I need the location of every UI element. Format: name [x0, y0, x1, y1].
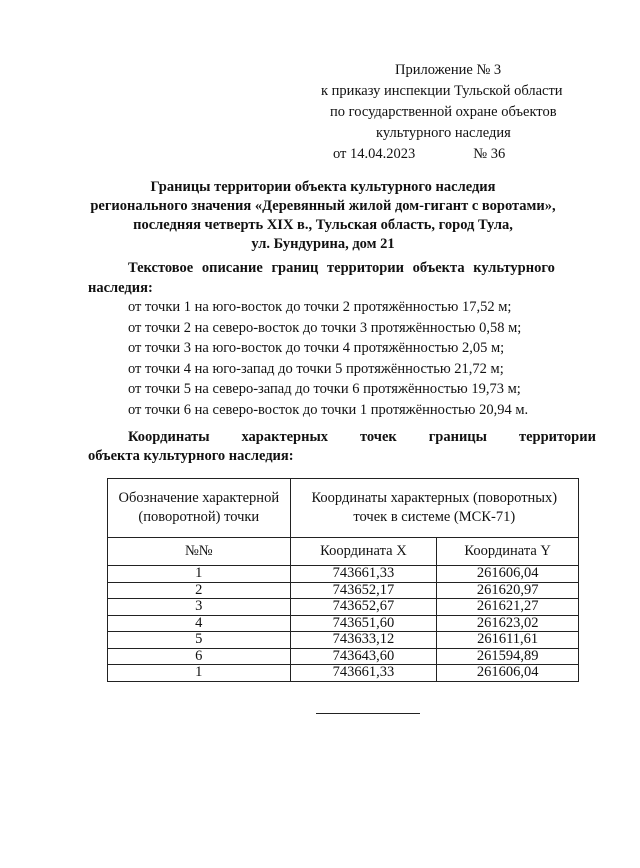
boundary-description-list [128, 297, 588, 420]
table-row [108, 648, 579, 665]
description-heading-line: наследия: [88, 280, 153, 296]
table-row [108, 632, 579, 649]
annex-heritage-line: культурного наследия [376, 125, 511, 141]
description-heading-line: Текстовое описание границ территории объекта культурного [128, 260, 555, 276]
annex-date-number [300, 144, 590, 165]
coordinate-y: 261623,02 [437, 615, 579, 632]
table-header-row [108, 479, 579, 538]
coordinate-y-header: Координата Y [437, 538, 579, 566]
table-row [108, 599, 579, 616]
annex-order-line: к приказу инспекции Тульской области [321, 83, 563, 99]
boundary-segment: от точки 5 на северо-запад до точки 6 протяжённостью 19,73 м; [128, 381, 521, 397]
table-subheader-row [108, 538, 579, 566]
point-number: 1 [108, 566, 291, 583]
coordinate-y: 261611,61 [437, 632, 579, 649]
coordinate-y: 261621,27 [437, 599, 579, 616]
heading-word: точек [359, 429, 397, 445]
table-row [108, 582, 579, 599]
coordinate-x: 743643,60 [290, 648, 437, 665]
coordinates-heading-line [88, 428, 596, 447]
coordinate-y: 261606,04 [437, 665, 579, 682]
table-row [108, 665, 579, 682]
boundary-segment: от точки 6 на северо-восток до точки 1 протяжённостью 20,94 м. [128, 401, 529, 418]
heading-word: территории [518, 429, 596, 445]
coordinate-x: 743661,33 [290, 665, 437, 682]
table-row [108, 566, 579, 583]
boundary-segment: от точки 4 на юго-запад до точки 5 протяжённостью 21,72 м; [128, 360, 504, 377]
coordinate-y: 261594,89 [437, 648, 579, 665]
point-designation-header: Обозначение характерной (поворотной) точки [108, 479, 291, 538]
point-number: 4 [108, 615, 291, 632]
coordinate-y: 261620,97 [437, 582, 579, 599]
title-line: ул. Бундурина, дом 21 [251, 236, 395, 252]
document-title [80, 178, 566, 254]
heading-word: границы [428, 429, 487, 445]
coordinate-y: 261606,04 [437, 566, 579, 583]
boundary-segment: от точки 1 на юго-восток до точки 2 протяжённостью 17,52 м; [128, 299, 512, 315]
annex-header [300, 60, 590, 165]
title-line: последняя четверть XIX в., Тульская область, город Тула, [133, 217, 513, 233]
boundary-segment: от точки 2 на северо-восток до точки 3 протяжённостью 0,58 м; [128, 319, 522, 336]
annex-date: от 14.04.2023 [333, 146, 416, 162]
heading-word: Координаты [128, 429, 210, 445]
point-number-header: №№ [108, 538, 291, 566]
coordinate-x-header: Координата X [290, 538, 437, 566]
coordinate-x: 743661,33 [290, 566, 437, 583]
annex-title: Приложение № 3 [395, 62, 502, 78]
point-number: 2 [108, 582, 291, 599]
coordinates-heading [88, 428, 596, 466]
title-line: Границы территории объекта культурного наследия [150, 179, 496, 195]
coordinates-heading-line: объекта культурного наследия: [88, 448, 294, 464]
table-row [108, 615, 579, 632]
coordinate-x: 743652,17 [290, 582, 437, 599]
end-divider [316, 713, 420, 714]
coordinate-x: 743633,12 [290, 632, 437, 649]
boundary-segment: от точки 3 на юго-восток до точки 4 протяжённостью 2,05 м; [128, 340, 505, 356]
coordinates-table [107, 478, 579, 682]
description-heading [88, 258, 566, 298]
point-number: 1 [108, 665, 291, 682]
coordinates-system-header: Координаты характерных (поворотных) точек в системе (МСК-71) [290, 479, 578, 538]
coordinate-x: 743651,60 [290, 615, 437, 632]
point-number: 6 [108, 648, 291, 665]
coordinate-x: 743652,67 [290, 599, 437, 616]
heading-word: характерных [241, 429, 329, 445]
point-number: 3 [108, 599, 291, 616]
annex-number: № 36 [473, 146, 506, 162]
point-number: 5 [108, 632, 291, 649]
title-line: регионального значения «Деревянный жилой дом-гигант с воротами», [90, 198, 556, 214]
annex-authority-line: по государственной охране объектов [330, 104, 557, 120]
